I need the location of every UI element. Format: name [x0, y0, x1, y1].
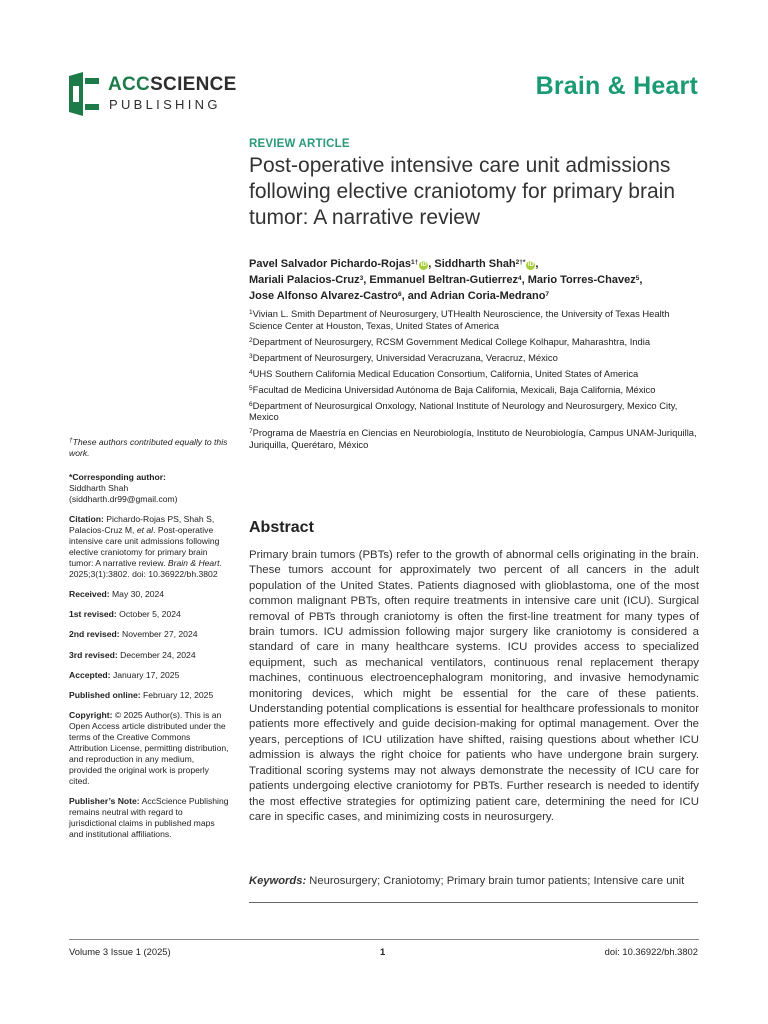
author-list: [249, 256, 709, 304]
affiliation-number: 5: [249, 384, 253, 392]
author-separator: ,: [428, 258, 435, 270]
author-separator: ,: [363, 274, 370, 286]
author-name: Jose Alfonso Alvarez-Castro: [249, 290, 398, 302]
author-affiliation-mark: 5: [635, 275, 640, 282]
affiliation-number: 3: [249, 352, 253, 360]
author-separator: ,: [639, 274, 643, 286]
corresponding-email[interactable]: (siddharth.dr99@gmail.com): [69, 494, 178, 504]
affiliation-text: Vivian L. Smith Department of Neurosurgery, UTHealth Neuroscience, the University of Texas Health Science Center at Houston, Texas, United States of America: [249, 308, 670, 331]
history-date: 3rd revised: December 24, 2024: [69, 649, 196, 660]
history-date: Published online: February 12, 2025: [69, 689, 214, 700]
author-affiliation-mark: 1†: [411, 259, 419, 266]
affiliation-number: 6: [249, 400, 253, 408]
footer-doi[interactable]: doi: 10.36922/bh.3802: [604, 946, 698, 957]
affiliation-number: 7: [249, 428, 253, 436]
author-separator: ,: [521, 274, 528, 286]
affiliation-item: [249, 400, 701, 423]
affiliation-item: [249, 427, 701, 450]
journal-name: Brain & Heart: [535, 72, 698, 100]
history-date: 1st revised: October 5, 2024: [69, 609, 181, 620]
equal-contribution-note: †These authors contributed equally to this work.: [69, 437, 228, 458]
history-date: Received: May 30, 2024: [69, 589, 165, 599]
publisher-note: Publisher’s Note: AccScience Publishing remains neutral with regard to jurisdictional claims in published maps and institutional affiliations.: [69, 796, 229, 840]
orcid-icon[interactable]: iD: [527, 262, 534, 268]
history-date: Accepted: January 17, 2025: [69, 669, 180, 680]
author-affiliation-mark: 3: [359, 275, 364, 282]
affiliation-item: [249, 384, 701, 396]
author-name: Mariali Palacios-Cruz: [249, 274, 360, 286]
corresponding-author: *Corresponding author: Siddharth Shah (siddharth.dr99@gmail.com): [69, 472, 229, 505]
affiliation-number: 2: [249, 336, 253, 344]
affiliation-text: Department of Neurosurgical Onxology, National Institute of Neurology and Neurosurgery, Mexico City, Mexico: [249, 399, 678, 423]
article-info-sidebar: [69, 437, 229, 849]
author-affiliation-mark: 6: [397, 291, 402, 298]
abstract-heading: Abstract: [249, 519, 314, 536]
affiliation-item: [249, 336, 701, 348]
article-title: Post-operative intensive care unit admissions following elective craniotomy for primary brain tumor: A narrative review: [249, 154, 675, 229]
author-name: Mario Torres-Chavez: [527, 274, 636, 286]
article-type-label: REVIEW ARTICLE: [249, 138, 350, 150]
author-name: Adrian Coria-Medrano: [429, 290, 546, 302]
logo-wordmark-top: ACCSCIENCE: [108, 74, 237, 95]
author-separator: , and: [401, 290, 430, 302]
publisher-logo-mark-icon: [67, 72, 101, 116]
abstract-text: Primary brain tumors (PBTs) refer to the growth of abnormal cells originating in the brain. These tumors account for approximately two percent of all cancers in the adult population of the United States. Patients diagnosed with glioblastoma, one of the most common malignant PBTs, often require treatments in intensive care unit (ICU). Surgical removal of PBTs through craniotomy is often the first-line treatment for many types of brain tumors. ICU admission following major surgery like craniotomy is considered a standard of care in many healthcare systems. ICU provides access to specialized equipment, such as mechanical ventilators, continuous renal replacement therapy machines, continuous electroencephalogram monitoring, and invasive hemodynamic monitoring devices, which might be essential for the care of these patients. Understanding potential complications is essential for healthcare professionals to monitor patients more effectively and guide decision-making for optimal management. Over the years, perceptions of ICU utilization have shifted, raising questions about whether ICU admission is always the right choice for patients who have undergone brain surgery. Traditional scoring systems may not always demonstrate the necessity of ICU care for patients undergoing elective craniotomy for PBTs. Further research is needed to identify the most effective strategies for optimizing patient care, determining the need for ICU care in specific cases, and minimizing costs in neurosurgery.: [249, 549, 699, 823]
publisher-logo: [67, 72, 237, 118]
affiliation-text: Department of Neurosurgery, RCSM Government Medical College Kolhapur, Maharashtra, India: [252, 335, 651, 347]
page-number: 1: [380, 946, 386, 957]
history-dates: [69, 589, 229, 701]
footer-divider: [69, 939, 699, 940]
affiliation-item: [249, 308, 701, 331]
logo-wordmark-bottom: PUBLISHING: [109, 97, 221, 112]
affiliation-list: [249, 308, 701, 455]
orcid-icon[interactable]: iD: [420, 262, 427, 268]
affiliation-number: 4: [249, 368, 253, 376]
copyright-notice: Copyright: © 2025 Author(s). This is an Open Access article distributed under the terms of the Creative Commons Attribution License, permitting distribution, and reproduction in any medium, provided the original work is properly cited.: [69, 710, 229, 787]
affiliation-text: Department of Neurosurgery, Universidad Veracruzana, Veracruz, México: [252, 351, 558, 363]
affiliation-number: 1: [249, 309, 253, 316]
footer-volume: Volume 3 Issue 1 (2025): [69, 946, 171, 957]
affiliation-text: UHS Southern California Medical Education Consortium, California, United States of America: [252, 367, 639, 379]
author-affiliation-mark: 4: [517, 275, 522, 282]
author-separator: ,: [535, 258, 539, 270]
history-date: 2nd revised: November 27, 2024: [69, 629, 198, 640]
author-affiliation-mark: 7: [545, 291, 550, 298]
author-name: Siddharth Shah: [434, 258, 516, 270]
affiliation-item: [249, 368, 701, 380]
citation: Citation: Pichardo-Rojas PS, Shah S, Palacios-Cruz M, et al. Post-operative intensive care unit admissions following elective craniotomy for primary brain tumor: A narrative review. Brain & Heart. 2025;3(1):3802. doi: 10.36922/bh.3802: [69, 514, 222, 579]
keywords-divider: [249, 902, 698, 903]
keywords: Keywords: Neurosurgery; Craniotomy; Primary brain tumor patients; Intensive care unit: [249, 875, 685, 887]
author-name: Pavel Salvador Pichardo-Rojas: [249, 258, 412, 270]
author-affiliation-mark: 2†*: [515, 259, 526, 266]
affiliation-text: Facultad de Medicina Universidad Autónoma de Baja California, Mexicali, Baja California, México: [252, 383, 656, 395]
author-name: Emmanuel Beltran-Gutierrez: [369, 274, 518, 286]
affiliation-item: [249, 352, 701, 364]
affiliation-text: Programa de Maestría en Ciencias en Neurobiología, Instituto de Neurobiología, Campus UNAM-Juriquilla, Juriquilla, Querétaro, México: [249, 427, 697, 450]
